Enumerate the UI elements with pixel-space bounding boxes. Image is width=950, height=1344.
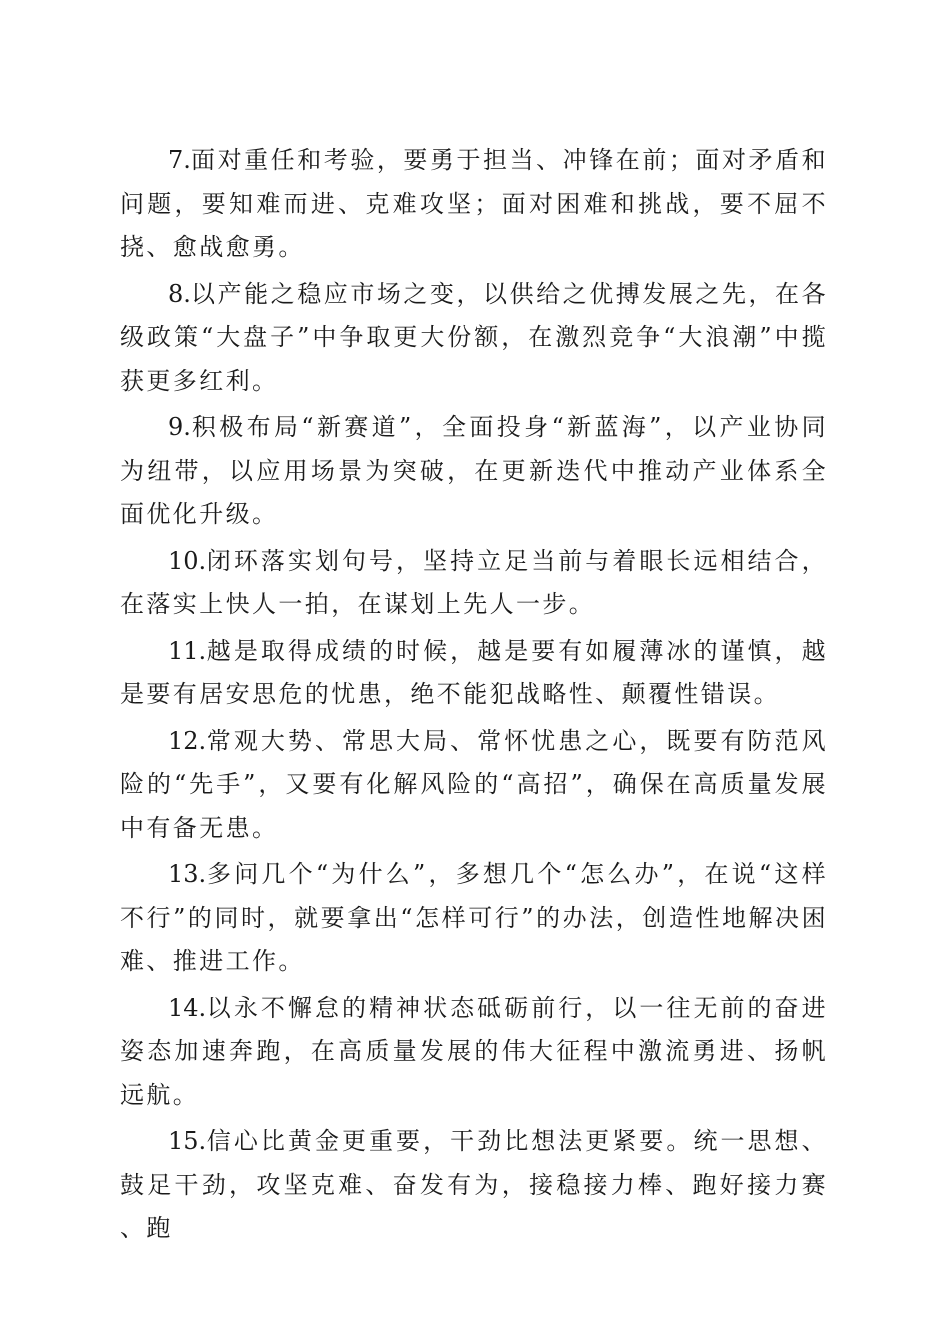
paragraph-number: 8. — [168, 279, 191, 308]
paragraph-10 — [120, 540, 828, 627]
paragraph-7 — [120, 139, 828, 270]
paragraph-text: 以产能之稳应市场之变，以供给之优搏发展之先，在各级政策“大盘子”中争取更大份额，在激烈竞争“大浪潮”中揽获更多红利。 — [120, 279, 828, 395]
paragraph-text: 面对重任和考验，要勇于担当、冲锋在前；面对矛盾和问题，要知难而进、克难攻坚；面对困难和挑战，要不屈不挠、愈战愈勇。 — [120, 146, 828, 261]
paragraph-text: 以永不懈怠的精神状态砥砺前行，以一往无前的奋进姿态加速奔跑，在高质量发展的伟大征程中激流勇进、扬帆远航。 — [120, 993, 828, 1109]
document-body — [120, 139, 828, 1254]
paragraph-text: 信心比黄金更重要，干劲比想法更紧要。统一思想、鼓足干劲，攻坚克难、奋发有为，接稳接力棒、跑好接力赛、跑 — [120, 1127, 828, 1242]
paragraph-number: 7. — [168, 146, 191, 174]
paragraph-14 — [120, 987, 828, 1118]
paragraph-11 — [120, 630, 828, 717]
paragraph-number: 15. — [168, 1127, 207, 1155]
paragraph-text: 闭环落实划句号，坚持立足当前与着眼长远相结合，在落实上快人一拍，在谋划上先人一步。 — [120, 546, 828, 618]
paragraph-8 — [120, 273, 828, 404]
paragraph-number: 9. — [168, 413, 191, 441]
paragraph-number: 14. — [168, 993, 207, 1022]
paragraph-13 — [120, 853, 828, 984]
paragraph-number: 12. — [168, 726, 207, 755]
paragraph-number: 10. — [168, 546, 207, 575]
paragraph-number: 11. — [168, 636, 207, 665]
paragraph-9 — [120, 406, 828, 537]
paragraph-15 — [120, 1120, 828, 1251]
paragraph-text: 多问几个“为什么”，多想几个“怎么办”，在说“这样不行”的同时，就要拿出“怎样可行”的办法，创造性地解决困难、推进工作。 — [120, 860, 828, 975]
paragraph-number: 13. — [168, 860, 207, 888]
paragraph-text: 常观大势、常思大局、常怀忧患之心，既要有防范风险的“先手”，又要有化解风险的“高招”，确保在高质量发展中有备无患。 — [120, 726, 828, 842]
paragraph-text: 积极布局“新赛道”，全面投身“新蓝海”，以产业协同为纽带，以应用场景为突破，在更新迭代中推动产业体系全面优化升级。 — [120, 413, 828, 528]
paragraph-text: 越是取得成绩的时候，越是要有如履薄冰的谨慎，越是要有居安思危的忧患，绝不能犯战略性、颠覆性错误。 — [120, 636, 828, 708]
paragraph-12 — [120, 720, 828, 851]
